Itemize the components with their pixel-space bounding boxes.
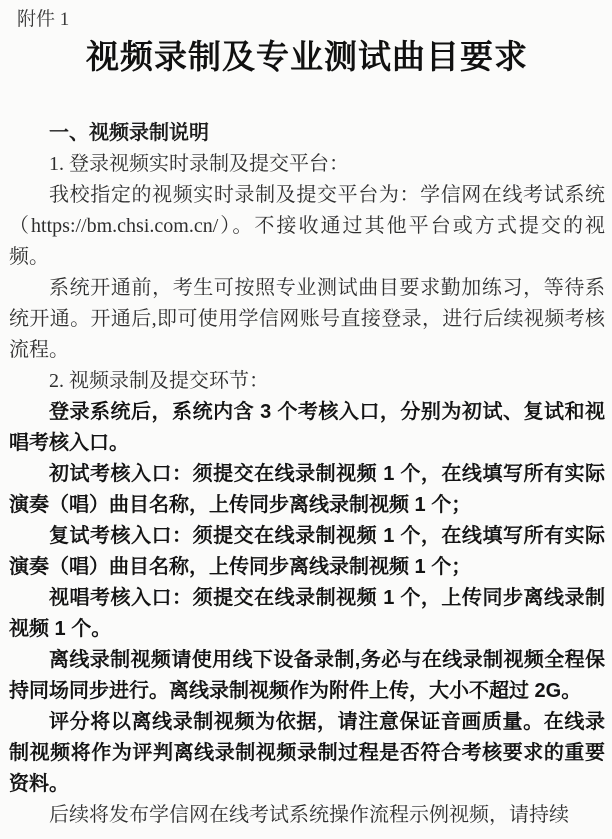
paragraph: 后续将发布学信网在线考试系统操作流程示例视频，请持续 [49,804,569,826]
document-title: 视频录制及专业测试曲目要求 [86,40,528,76]
paragraph: 视唱考核入口：须提交在线录制视频 1 个，上传同步离线录制视频 1 个。 [9,587,605,640]
paragraph: 复试考核入口：须提交在线录制视频 1 个，在线填写所有实际演奏（唱）曲目名称，上传同步离线录制视频 1 个； [9,525,605,578]
paragraph: 登录系统后，系统内含 3 个考核入口，分别为初试、复试和视唱考核入口。 [9,401,605,454]
paragraph: 评分将以离线录制视频为依据，请注意保证音画质量。在线录制视频将作为评判离线录制视频录制过程是否符合考核要求的重要资料。 [9,711,605,795]
paragraph: 2. 视频录制及提交环节： [49,370,269,392]
paragraph: 我校指定的视频实时录制及提交平台为：学信网在线考试系统（https://bm.chsi.com.cn/）。不接收通过其他平台或方式提交的视频。 [9,184,605,268]
paragraph: 系统开通前，考生可按照专业测试曲目要求勤加练习，等待系统开通。开通后,即可使用学信网账号直接登录，进行后续视频考核流程。 [9,277,605,361]
section-heading: 一、视频录制说明 [49,122,209,144]
paragraph: 1. 登录视频实时录制及提交平台： [49,153,349,175]
attachment-label: 附件 1 [17,9,70,30]
paragraph: 初试考核入口：须提交在线录制视频 1 个，在线填写所有实际演奏（唱）曲目名称，上传同步离线录制视频 1 个； [9,463,605,516]
paragraph: 离线录制视频请使用线下设备录制,务必与在线录制视频全程保持同场同步进行。离线录制视频作为附件上传，大小不超过 2G。 [9,649,605,702]
